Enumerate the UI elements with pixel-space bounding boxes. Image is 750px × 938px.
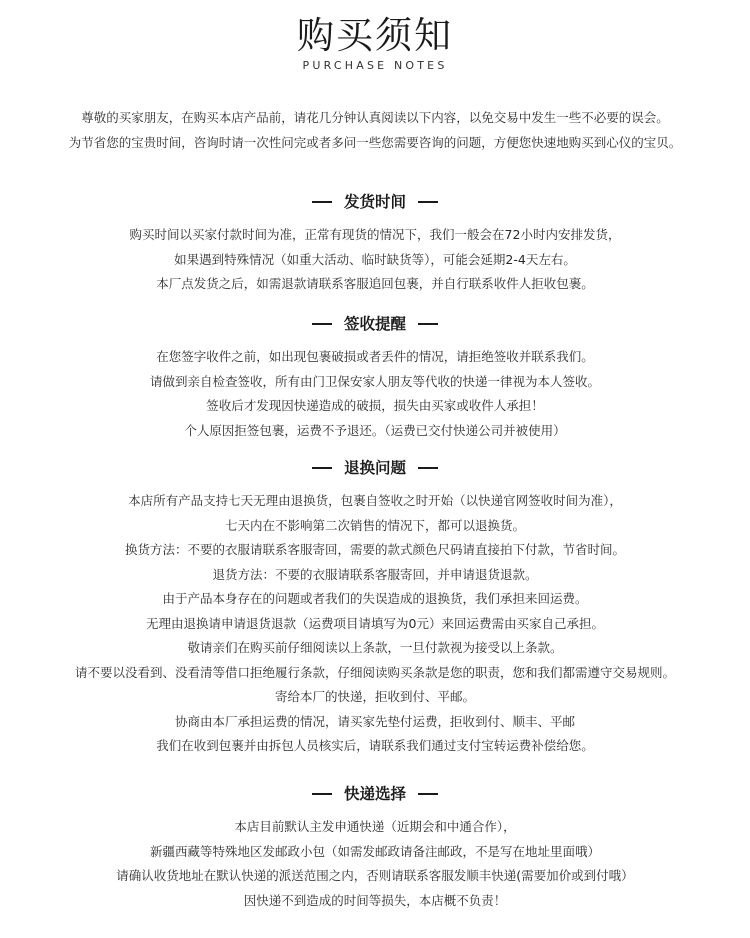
section-receipt-reminder bbox=[0, 311, 750, 443]
heading-dash-left bbox=[312, 201, 332, 203]
section-heading-label: 发货时间 bbox=[343, 193, 406, 211]
intro-line: 尊敬的买家朋友，在购买本店产品前，请花几分钟认真阅读以下内容，以免交易中发生一些不必要的误会。 bbox=[81, 110, 669, 125]
heading-dash-right bbox=[418, 793, 438, 795]
intro-block bbox=[0, 106, 750, 155]
intro-line: 为节省您的宝贵时间，咨询时请一次性问完或者多问一些您需要咨询的问题，方便您快速地购买到心仪的宝贝。 bbox=[68, 134, 682, 150]
section-line: 本店目前默认主发申通快递（近期会和中通合作）， bbox=[234, 819, 516, 834]
section-line: 换货方法：不要的衣服请联系客服寄回，需要的款式颜色尺码请直接拍下付款，节省时间。 bbox=[124, 542, 625, 557]
section-line: 请做到亲自检查签收，所有由门卫保安家人朋友等代收的快递一律视为本人签收。 bbox=[149, 373, 600, 389]
section-line: 签收后才发现因快递造成的破损，损失由买家或收件人承担！ bbox=[206, 398, 544, 413]
section-heading-label: 签收提醒 bbox=[343, 315, 406, 333]
section-line: 无理由退换请申请退货退款（运费项目请填写为0元）来回运费需由买家自己承担。 bbox=[146, 615, 604, 631]
section-shipping-time bbox=[0, 189, 750, 297]
section-line: 购买时间以买家付款时间为准，正常有现货的情况下，我们一般会在72小时内安排发货， bbox=[129, 227, 621, 242]
section-line: 协商由本厂承担运费的情况，请买家先垫付运费，拒收到付、顺丰、平邮 bbox=[174, 713, 575, 729]
section-heading-label: 快递选择 bbox=[343, 785, 406, 803]
section-line: 因快递不到造成的时间等损失，本店概不负责！ bbox=[243, 892, 507, 908]
section-line: 由于产品本身存在的问题或者我们的失误造成的退换货，我们承担来回运费。 bbox=[162, 591, 588, 606]
section-line: 本店所有产品支持七天无理由退换货，包裹自签收之时开始（以快递官网签收时间为准）， bbox=[128, 493, 622, 508]
section-line: 在您签字收件之前，如出现包裹破损或者丢件的情况，请拒绝签收并联系我们。 bbox=[156, 349, 594, 364]
section-line: 本厂点发货之后，如需退款请联系客服追回包裹，并自行联系收件人拒收包裹。 bbox=[156, 276, 594, 291]
page-subtitle: PURCHASE NOTES bbox=[302, 59, 448, 72]
heading-dash-right bbox=[418, 201, 438, 203]
section-heading-label: 退换问题 bbox=[343, 459, 406, 477]
heading-dash-left bbox=[312, 467, 332, 469]
section-heading bbox=[0, 781, 750, 807]
heading-dash-right bbox=[418, 467, 438, 469]
heading-dash-right bbox=[418, 323, 438, 325]
page-title: 购买须知 bbox=[297, 14, 453, 57]
section-line: 如果遇到特殊情况（如重大活动、临时缺货等），可能会延期2-4天左右。 bbox=[174, 251, 576, 267]
section-express-choice bbox=[0, 781, 750, 913]
section-heading bbox=[0, 311, 750, 337]
section-heading bbox=[0, 189, 750, 215]
section-returns bbox=[0, 455, 750, 759]
section-line: 寄给本厂的快递，拒收到付、平邮。 bbox=[274, 689, 475, 704]
section-heading bbox=[0, 455, 750, 481]
section-line: 退货方法：不要的衣服请联系客服寄回，并申请退货退款。 bbox=[212, 566, 538, 582]
section-line: 敬请亲们在购买前仔细阅读以上条款，一旦付款视为接受以上条款。 bbox=[187, 640, 563, 655]
heading-dash-left bbox=[312, 793, 332, 795]
heading-dash-left bbox=[312, 323, 332, 325]
section-line: 七天内在不影响第二次销售的情况下，都可以退换货。 bbox=[224, 517, 525, 533]
section-line: 新疆西藏等特殊地区发邮政小包（如需发邮政请备注邮政，不是写在地址里面哦） bbox=[149, 843, 600, 859]
section-line: 请确认收货地址在默认快递的派送范围之内，否则请联系客服发顺丰快递(需要加价或到付哦） bbox=[116, 868, 634, 883]
section-line: 个人原因拒签包裹，运费不予退还。（运费已交付快递公司并被使用） bbox=[184, 422, 566, 438]
section-line: 请不要以没看到、没看清等借口拒绝履行条款，仔细阅读购买条款是您的职责，您和我们都需遵守交易规则。 bbox=[74, 664, 675, 680]
section-line: 我们在收到包裹并由拆包人员核实后，请联系我们通过支付宝转运费补偿给您。 bbox=[156, 738, 594, 753]
